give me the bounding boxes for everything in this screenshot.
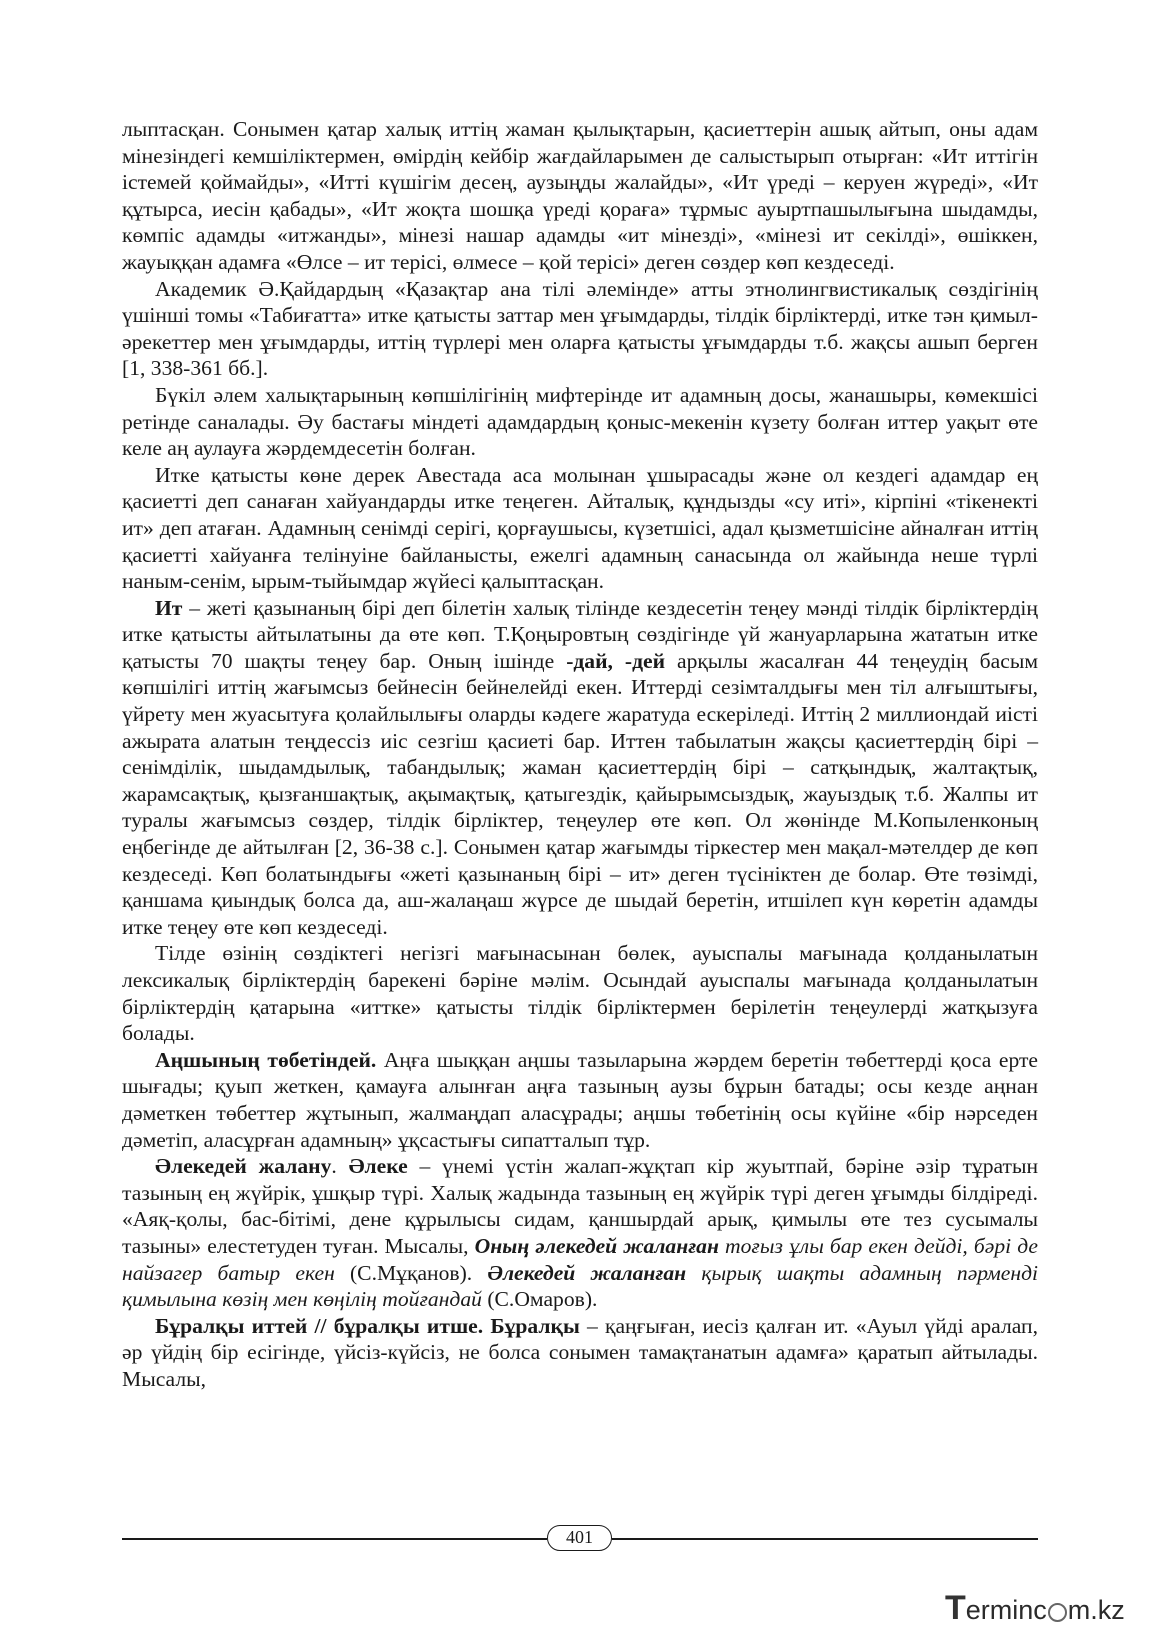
text-run: (С.Мұқанов). bbox=[334, 1260, 488, 1285]
text-run: Ит bbox=[155, 595, 183, 620]
text-run: Академик Ә.Қайдардың «Қазақтар ана тілі әлемінде» атты этнолингвистикалық сөздігінің үшінші томы «Табиғатта» итке қатысты заттар мен ұғымдарды, тілдік бірліктерді, итке тән қимыл-әрекеттер мен ұғымдарды, иттің түрлері мен оларға қатысты ұғымдарды т.б. жақсы ашып берген [1, 338-361 бб.]. bbox=[122, 276, 1038, 381]
watermark-text: erminc bbox=[965, 1595, 1047, 1625]
text-run: . bbox=[331, 1154, 349, 1179]
text-run: лыптасқан. Сонымен қатар халық иттің жаман қылықтарын, қасиеттерін ашық айтып, оны адам мінезіндегі кемшіліктермен, өмірдің кейбір жағдайларымен де салыстырып отырған: «Ит иттігін істемей қоймайды», «Итті күшігім десең, аузыңды жалайды», «Ит үреді – керуен жүреді», «Ит құтырса, иесін қабады», «Ит жоқта шошқа үреді қораға» тұрмыс ауыртпашылығына шыдамды, көмпіс адамды «итжанды», мінезі нашар адамды «ит мінезді», «мінезі ит секілді», өшіккен, жауыққан адамға «Өлсе – ит терісі, өлмесе – қой терісі» деген сөздер көп кездеседі. bbox=[122, 117, 1038, 274]
page-number: 401 bbox=[547, 1525, 612, 1551]
text-run: Тілде өзінің сөздіктегі негізгі мағынасынан бөлек, ауыспалы мағынада қолданылатын лексикалық бірліктердің барекені бәріне мәлім. Осындай ауыспалы мағынада қолданылатын бірліктердің қатарына «иттке» қатысты тілдік бірліктермен берілетін теңеулерді жатқызуға болады. bbox=[122, 941, 1038, 1046]
text-run: қырық шақты адамның пәрменді қимылына көзің мен көңілің тойғандай bbox=[122, 1260, 1038, 1312]
text-run: Бүкіл әлем халықтарының көпшілігінің мифтерінде ит адамның досы, жанашыры, көмекшісі ретінде саналады. Әу бастағы міндеті адамдардың қоныс-мекенін күзету болған иттер уақыт өте келе аң аулауға жәрдемдесетін болған. bbox=[122, 382, 1038, 461]
paragraph bbox=[122, 382, 1038, 462]
footer-rule-right bbox=[612, 1538, 1038, 1540]
article-body bbox=[122, 116, 1038, 1393]
watermark-o-icon bbox=[1048, 1603, 1067, 1622]
text-run: Әлекедей жалану bbox=[155, 1154, 332, 1179]
text-run: – үнемі үстін жалап-жұқтап кір жуытпай, бәріне әзір тұратын тазының ең жүйрік, ұшқыр түрі. Халық жадында тазының ең жүйрік түрі деген ұғымды білдіреді. «Аяқ-қолы, бас-бітімі, дене құрылысы сидам, қаншырдай арық, қимылы өте тез сусымалы тазыны» елестетуден туған. Мысалы, bbox=[122, 1154, 1039, 1258]
text-run: Итке қатысты көне дерек Авестада аса молынан ұшырасады және ол кездегі адамдар ең қасиетті деп санаған хайуандарды итке теңеген. Айталық, құндызды «су иті», кірпіні «тікенекті ит» деп атаған. Адамның сенімді серігі, қорғаушысы, күзетшісі, адал қызметшісіне айналған иттің қасиетті хайуанға телінуіне байланысты, ежелгі адамның санасында ол жайында неше түрлі наным-сенім, ырым-тыйымдар жүйесі қалыптасқан. bbox=[122, 462, 1038, 594]
paragraph bbox=[122, 1153, 1038, 1313]
text-run: Оның әлекедей жаланған bbox=[474, 1233, 719, 1258]
paragraph bbox=[122, 940, 1038, 1046]
paragraph bbox=[122, 462, 1038, 595]
text-run: Аңшының төбетіндей. bbox=[155, 1047, 377, 1072]
text-run: арқылы жасалған 44 теңеудің басым көпшілігі иттің жағымсыз бейнесін бейнелейді екен. Иттерді сезімталдығы мен тіл алғыштығы, үйрету мен жуасытуға қолайлылығы оларды кәдеге жаратуда ескеріледі. Иттің 2 миллиондай иісті ажырата алатын теңдессіз иіс сезгіш қасиеті бар. Иттен табылатын жақсы қасиеттердің бірі – сенімділік, шыдамдылық, табандылық; жаман қасиеттердің бірі – сатқындық, жалтақтық, жарамсақтық, қызғаншақтық, ақымақтық, қатыгездік, қайырымсыздық, жауыздық т.б. Жалпы ит туралы жағымсыз сөздер, тілдік бірліктер, теңеулер өте көп. Ол жөнінде М.Копыленконың еңбегінде де айтылған [2, 36-38 с.]. Сонымен қатар жағымды тіркестер мен мақал-мәтелдер де көп кездеседі. Көп болатындығы «жеті қазынаның бірі – ит» деген түсініктен де болар. Өте төзімді, қаншама қиындық болса да, аш-жалаңаш жүрсе де шыдай беретін, итшілеп күн көретін адамды итке теңеу өте көп кездеседі. bbox=[122, 648, 1038, 939]
footer-rule-left bbox=[122, 1538, 547, 1540]
text-run: -дай, -дей bbox=[566, 648, 666, 673]
watermark-initial: T bbox=[945, 1589, 966, 1627]
text-run: тоғыз ұлы бар екен дейді, бәрі де найзагер батыр екен bbox=[122, 1233, 1038, 1285]
text-run: Аңға шыққан аңшы тазыларына жәрдем беретін төбеттерді қоса ерте шығады; қуып жеткен, қамауға алынған аңға тазының аузы бұрын батады; осы кезде аңнан дәметкен төбеттер жұтынып, жалмаңдап аласұрады; аңшы төбетінің осы күйіне «бір нәрседен дәметіп, аласұрған адамның» ұқсастығы сипатталып тұр. bbox=[122, 1047, 1038, 1152]
text-run: (С.Омаров). bbox=[481, 1287, 598, 1312]
watermark-domain: m.kz bbox=[1067, 1595, 1125, 1625]
paragraph bbox=[122, 1047, 1038, 1153]
site-watermark bbox=[945, 1588, 1145, 1628]
text-run: Әлеке bbox=[348, 1154, 408, 1179]
paragraph bbox=[122, 276, 1038, 382]
paragraph bbox=[122, 595, 1038, 941]
text-run: Бұралқы иттей // бұралқы итше. Бұралқы bbox=[155, 1313, 580, 1338]
text-run: – қаңғыған, иесіз қалған ит. «Ауыл үйді аралап, әр үйдің бір есігінде, үйсіз-күйсіз, не болса сонымен тамақтанатын адамға» қаратып айтылады. Мысалы, bbox=[122, 1313, 1038, 1391]
paragraph bbox=[122, 116, 1038, 276]
paragraph bbox=[122, 1313, 1038, 1393]
text-run: – жеті қазынаның бірі деп білетін халық тілінде кездесетін теңеу мәнді тілдік бірліктердің итке қатысты айтылатыны да өте көп. Т.Қоңыровтың сөздігінде үй жануарларына жататын итке қатысты 70 шақты теңеу бар. Оның ішінде bbox=[122, 595, 1038, 673]
text-run: Әлекедей жаланған bbox=[487, 1260, 687, 1285]
